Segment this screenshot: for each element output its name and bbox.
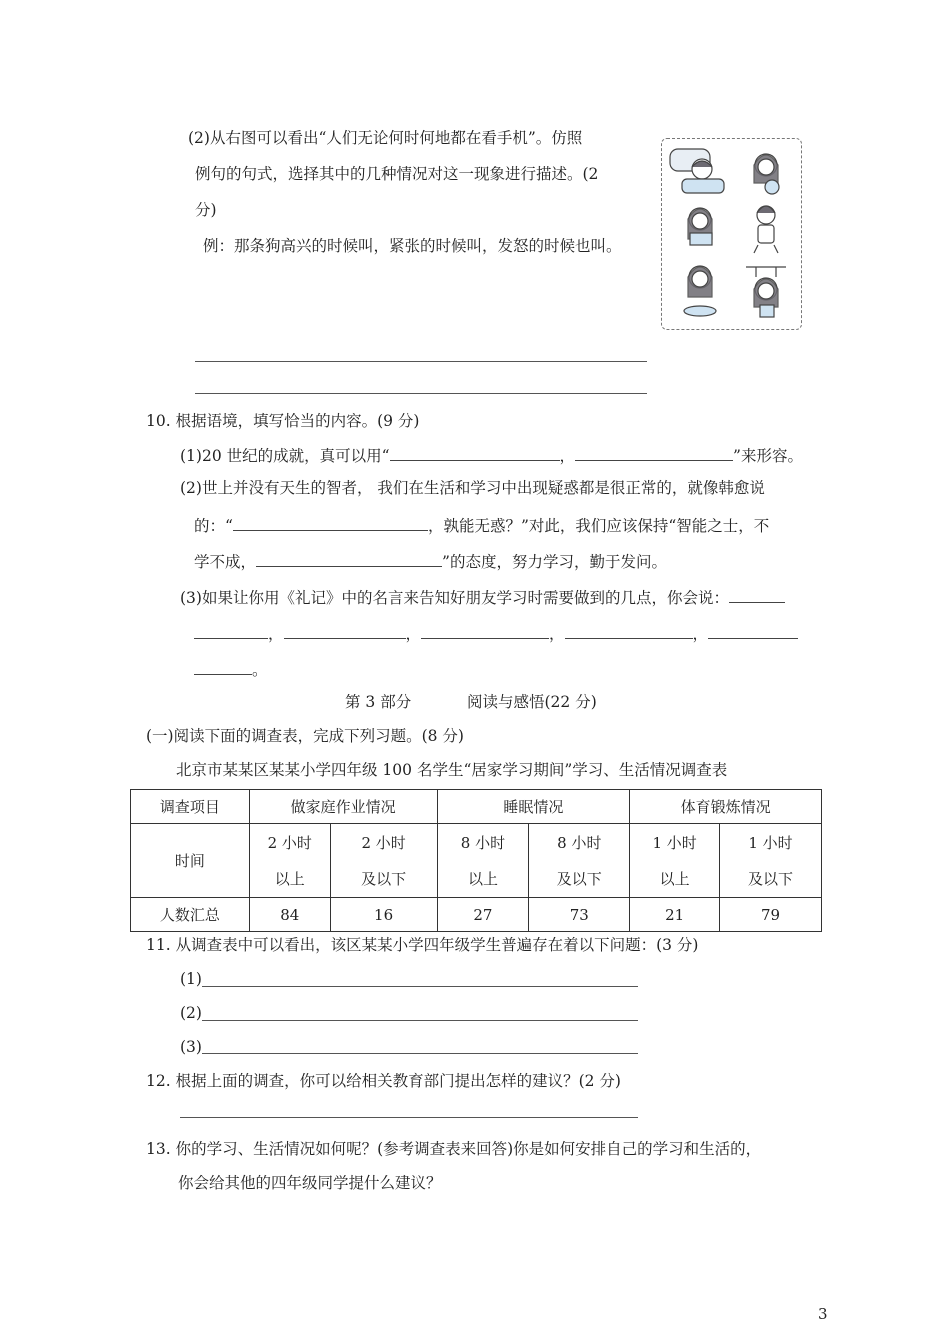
cell-line: 1 小时 [652,833,697,852]
q10-3-line1 [180,586,785,608]
section-title: 阅读与感悟(22 分) [467,693,597,711]
fill-blank[interactable] [284,622,406,639]
q9-2-line2: 例句的句式，选择其中的几种情况对这一现象进行描述。(2 [195,165,599,183]
q10-2-text-c: 学不成， [194,553,257,571]
q10-3-line3 [194,658,268,680]
q13-line1: 13. 你的学习、生活情况如何呢？(参考调查表来回答)你是如何安排自己的学习和生活的， [146,1140,762,1158]
q11-num-3: (3) [180,1038,202,1056]
q10-2-line1: (2)世上并没有天生的智者， 我们在生活和学习中出现疑惑都是很正常的，就像韩愈说 [180,479,765,497]
q10-1-text-a: (1)20 世纪的成就，真可以用“ [180,447,390,465]
comma: ， [268,625,284,643]
q10-1 [180,444,803,466]
fill-blank[interactable] [194,658,252,675]
cell-line: 8 小时 [460,833,506,852]
answer-line[interactable] [180,1117,638,1118]
cell-line: 1 小时 [748,833,793,852]
cell-line: 及以下 [556,869,602,888]
page-number: 3 [818,1305,828,1323]
q10-1-text-b: ， [559,447,576,465]
fill-blank[interactable] [421,622,549,639]
fill-blank[interactable] [575,444,733,461]
girl-with-phone-icons [662,139,801,329]
table-cell [249,824,330,898]
period: 。 [252,661,268,679]
answer-line[interactable] [195,393,647,394]
cell-line: 8 小时 [557,833,602,852]
header-cell: 调查项目 [131,790,250,824]
table-row [131,824,822,898]
comma: ， [692,625,709,643]
header-cell: 做家庭作业情况 [249,790,437,824]
fill-blank[interactable] [233,514,428,531]
row-label: 时间 [131,824,250,898]
q11-title: 11. 从调查表中可以看出，该区某某小学四年级学生普遍存在着以下问题：(3 分) [146,936,699,954]
q10-3-text: (3)如果让你用《礼记》中的名言来告知好朋友学习时需要做到的几点，你会说： [180,589,729,607]
answer-line[interactable] [202,1053,638,1054]
table-cell [720,824,822,898]
header-cell: 睡眠情况 [437,790,630,824]
cell-line: 2 小时 [361,833,406,852]
q10-title: 10. 根据语境，填写恰当的内容。(9 分) [146,412,420,430]
fill-blank[interactable] [729,586,785,603]
table-cell [437,824,529,898]
cell-line: 2 小时 [267,833,312,852]
table-cell: 79 [720,898,822,932]
table-cell: 27 [437,898,529,932]
q10-2-text-d: ”的态度，努力学习，勤于发问。 [442,553,667,571]
fill-blank[interactable] [708,622,798,639]
fill-blank[interactable] [565,622,693,639]
q10-2-text-b: ，孰能无惑？”对此，我们应该保持“智能之士，不 [427,517,770,535]
q13-line2: 你会给其他的四年级同学提什么建议？ [178,1174,442,1192]
fill-blank[interactable] [194,622,268,639]
table-cell: 16 [330,898,437,932]
reading-intro: (一)阅读下面的调查表，完成下列习题。(8 分) [146,727,464,745]
q9-2-line3: 分) [195,201,217,219]
q9-2-line1: (2)从右图可以看出“人们无论何时何地都在看手机”。仿照 [188,129,583,147]
header-cell: 体育锻炼情况 [630,790,822,824]
fill-blank[interactable] [390,444,560,461]
table-cell [529,824,630,898]
cell-line: 以上 [274,869,305,888]
q10-2-text-a: 的：“ [194,517,233,535]
table-cell: 84 [249,898,330,932]
comma: ， [405,625,422,643]
table-cell: 21 [630,898,720,932]
survey-table [130,789,822,932]
table-header-row [131,790,822,824]
q12-title: 12. 根据上面的调查，你可以给相关教育部门提出怎样的建议？(2 分) [146,1072,621,1090]
q9-2-example: 例：那条狗高兴的时候叫，紧张的时候叫，发怒的时候也叫。 [203,237,622,255]
row-label: 人数汇总 [131,898,250,932]
answer-line[interactable] [202,986,638,987]
fill-blank[interactable] [256,550,442,567]
table-cell [630,824,720,898]
q10-2-line3 [194,550,667,572]
table-row [131,898,822,932]
q10-2-line2 [194,514,769,536]
cell-line: 以上 [659,869,690,888]
table-cell [330,824,437,898]
q10-1-text-c: ”来形容。 [733,447,803,465]
table-cell: 73 [529,898,630,932]
answer-line[interactable] [202,1020,638,1021]
cell-line: 以上 [467,869,498,888]
table-title: 北京市某某区某某小学四年级 100 名学生“居家学习期间”学习、生活情况调查表 [176,761,728,779]
cell-line: 及以下 [361,869,407,888]
q10-3-line2 [194,622,798,644]
q11-num-1: (1) [180,970,202,988]
section-part: 第 3 部分 [345,693,412,711]
phone-usage-illustration [661,138,802,330]
comma: ， [549,625,565,643]
q11-num-2: (2) [180,1004,202,1022]
cell-line: 及以下 [748,869,794,888]
answer-line[interactable] [195,361,647,362]
